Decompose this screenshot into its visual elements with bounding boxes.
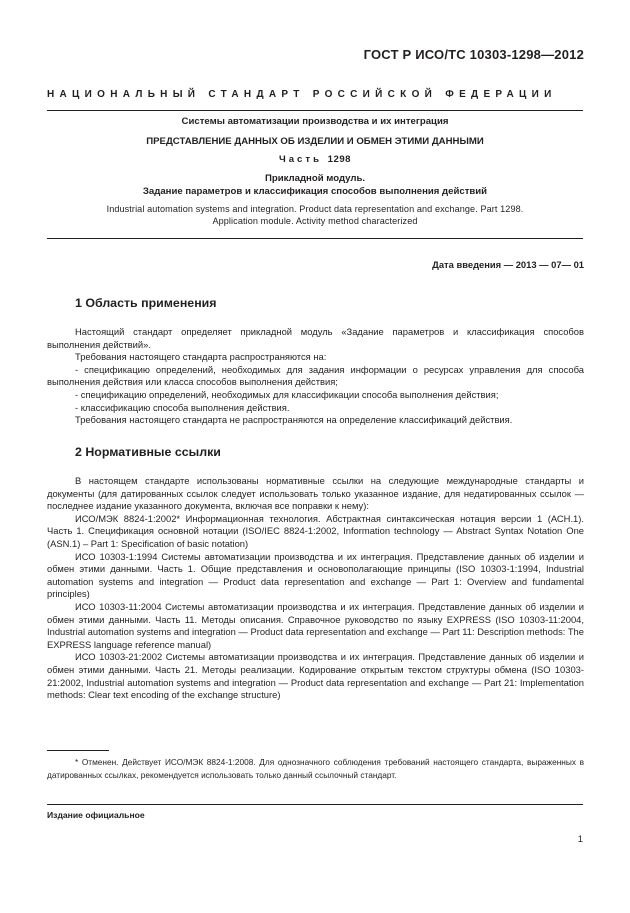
footnote: * Отменен. Действует ИСО/МЭК 8824-1:2008. Для однозначного соблюдения требований настоящего стандарта, выраженных в датированных ссылках, рекомендуется использовать только данный ссылочный стандарт.: [47, 757, 584, 780]
section-2-body: [47, 475, 584, 702]
top-rule: [47, 110, 583, 111]
paragraph: Требования настоящего стандарта не распространяются на определение классификаций действия.: [75, 414, 513, 426]
title-series: Системы автоматизации производства и их интеграция: [181, 116, 449, 127]
title-main: ПРЕДСТАВЛЕНИЕ ДАННЫХ ОБ ИЗДЕЛИИ И ОБМЕН ЭТИМИ ДАННЫМИ: [146, 136, 484, 147]
title-part-number: 1298: [327, 154, 352, 165]
national-standard-title: НАЦИОНАЛЬНЫЙ СТАНДАРТ РОССИЙСКОЙ ФЕДЕРАЦИИ: [47, 89, 557, 100]
title-module-line1: Прикладной модуль.: [264, 173, 366, 184]
list-item: - спецификацию определений, необходимых для задания информации о ресурсах управления для способа выполнения действия или класса способов выполнения действия;: [47, 363, 584, 388]
list-item: - классификацию способа выполнения действия.: [75, 401, 290, 413]
paragraph: В настоящем стандарте использованы нормативные ссылки на следующие международные стандарты и документы (для датированных ссылок следует использовать только указанное издание, для недатированных ссылок — последнее издание указанного документа, включая все поправки к нему):: [47, 475, 584, 512]
page-header-standard-code: ГОСТ Р ИСО/ТС 10303-1298—2012: [363, 47, 584, 62]
page-number: 1: [577, 833, 583, 844]
reference-item: ИСО/МЭК 8824-1:2002* Информационная технология. Абстрактная синтаксическая нотация версии 1 (АСН.1). Часть 1. Спецификация основной нотации (ISO/IEC 8824-1:2002, Information technology — Abstract Syntax Notation One (ASN.1) – Part 1: Specification of basic notation): [47, 512, 584, 549]
title-english-line2: Application module. Activity method characterized: [212, 216, 418, 226]
title-part-word: Часть: [278, 154, 322, 165]
paragraph: Настоящий стандарт определяет прикладной модуль «Задание параметров и классификация способов выполнения действий».: [47, 326, 584, 350]
section-2-heading: 2 Нормативные ссылки: [75, 445, 221, 459]
paragraph: Требования настоящего стандарта распространяются на:: [75, 351, 327, 363]
intro-date: Дата введения — 2013 — 07— 01: [432, 259, 584, 270]
list-item: - спецификацию определений, необходимых для классификации способа выполнения действия;: [75, 388, 499, 400]
title-english: [47, 203, 583, 227]
title-bottom-rule: [47, 238, 583, 239]
title-module: [47, 172, 583, 198]
reference-item: ИСО 10303-1:1994 Системы автоматизации производства и их интеграция. Представление данных об изделии и обмен этими данными. Часть 1. Общие представления и основополагающие принципы (ISO 10303-1:1994, Industrial automation systems and integration — Product data representation and exchange — Part 1: Overview and fundamental principles): [47, 550, 584, 600]
edition-rule: [47, 804, 583, 805]
reference-item: ИСО 10303-21:2002 Системы автоматизации производства и их интеграция. Представление данных об изделии и обмен этими данными. Часть 21. Методы реализации. Кодирование открытым текстом структуры обмена (ISO 10303-21:2002, Industrial automation systems and integration — Product data representation and exchange — Part 21: Implementation methods: Clear text encoding of the exchange structure): [47, 651, 584, 701]
title-part: [47, 154, 583, 165]
section-1-body: [47, 326, 584, 427]
title-english-line1: Industrial automation systems and integration. Product data representation and exchange. Part 1298.: [106, 204, 524, 214]
footnote-separator: [47, 750, 109, 751]
edition-label: Издание официальное: [47, 810, 145, 820]
title-module-line2: Задание параметров и классификация способов выполнения действий: [142, 186, 488, 197]
reference-item: ИСО 10303-11:2004 Системы автоматизации производства и их интеграция. Представление данных об изделии и обмен этими данными. Часть 11. Методы описания. Справочное руководство по языку EXPRESS (ISO 10303-11:2004, Industrial automation systems and integration — Product data representation and exchange — Part 11: Description methods: The EXPRESS language reference manual): [47, 600, 584, 650]
section-1-heading: 1 Область применения: [75, 296, 217, 310]
title-block: [47, 116, 583, 227]
